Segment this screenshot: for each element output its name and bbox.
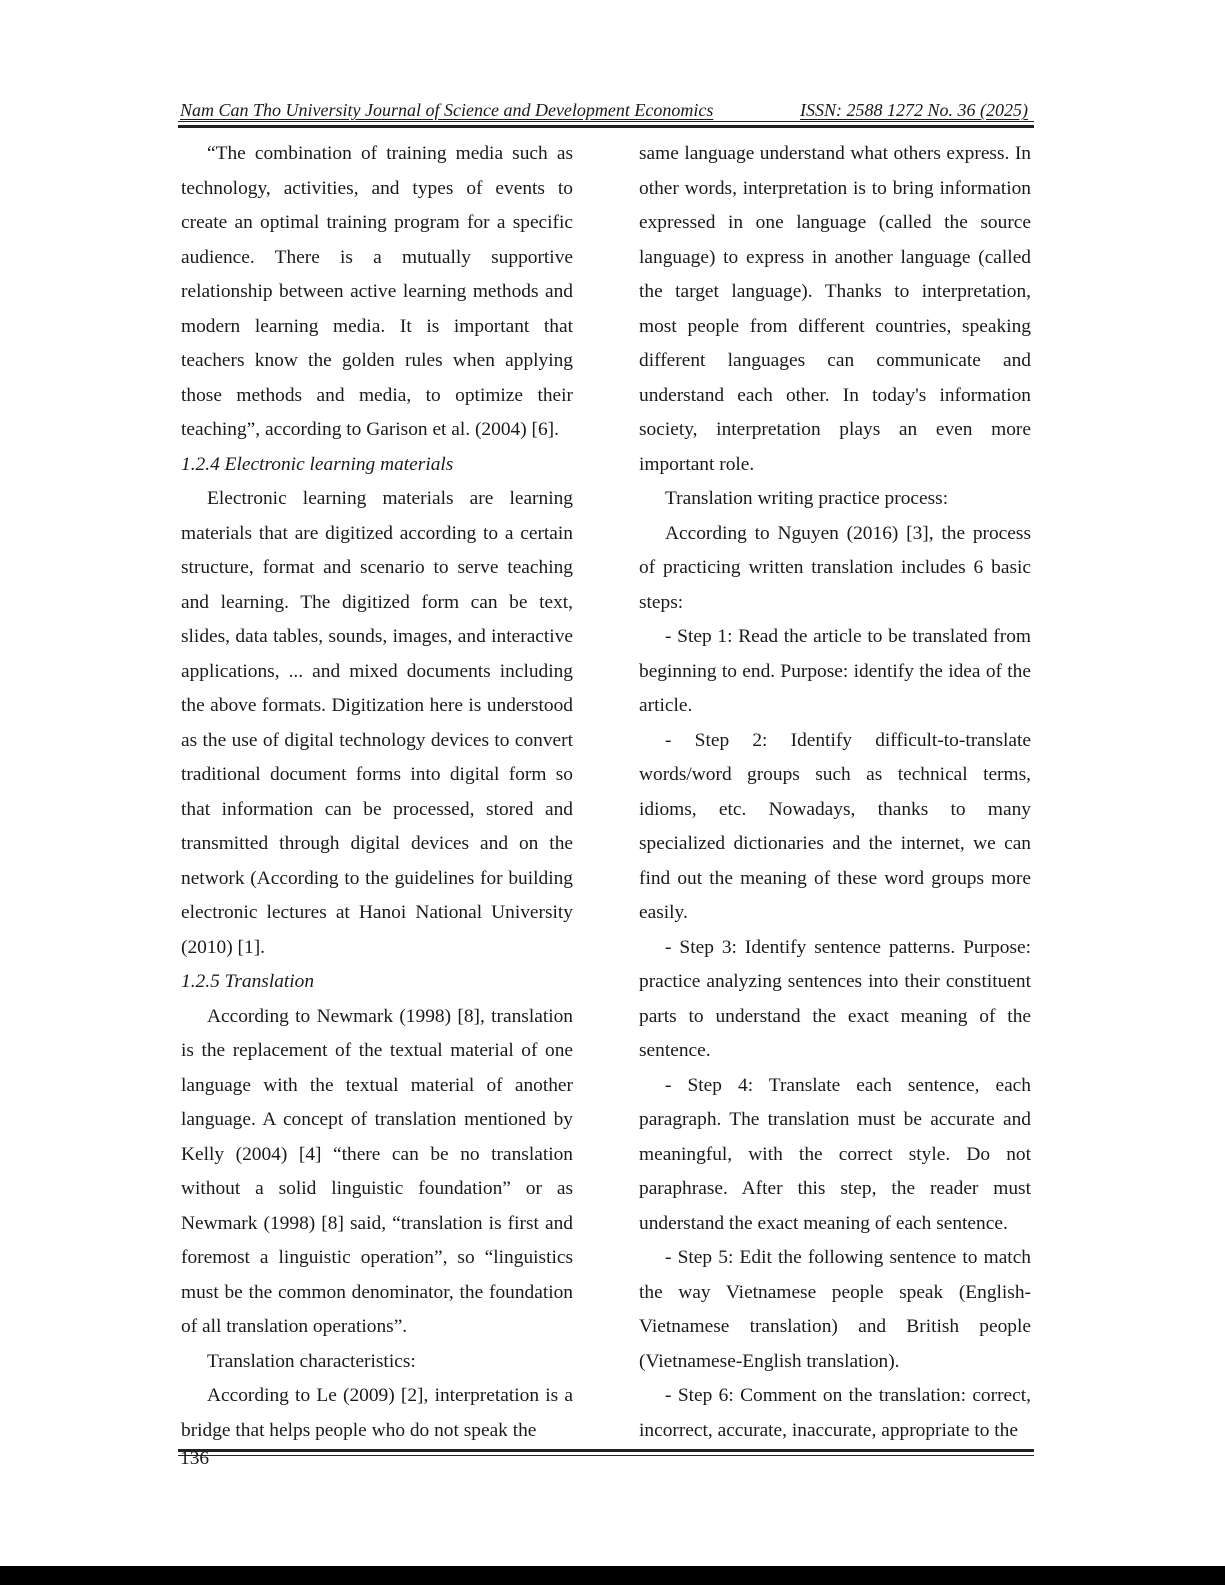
right-paragraph-continuation: same language understand what others express. In other words, interpretation is to bring information expressed in one language (called the source language) to express in another language (called the target language). Thanks to interpretation, most people from different countries, speaking different languages can communicate and understand each other. In today's information society, interpretation plays an even more important role.	[639, 143, 1031, 475]
section-heading-1-2-4: 1.2.4 Electronic learning materials	[181, 453, 454, 475]
right-paragraph-process-title: Translation writing practice process:	[665, 488, 949, 509]
header-double-rule	[178, 121, 1034, 128]
left-column	[181, 137, 573, 1448]
left-paragraph-electronic-materials: Electronic learning materials are learning materials that are digitized according to a certain structure, format and scenario to serve teaching and learning. The digitized form can be text, slides, data tables, sounds, images, and interactive applications, ... and mixed documents including the above formats. Digitization here is understood as the use of digital technology devices to convert traditional document forms into digital form so that information can be processed, stored and transmitted through digital devices and on the network (According to the guidelines for building electronic lectures at Hanoi National University (2010) [1].	[181, 488, 573, 958]
issn-issue: ISSN: 2588 1272 No. 36 (2025)	[800, 100, 1028, 120]
step-1-item: - Step 1: Read the article to be translated from beginning to end. Purpose: identify the idea of the article.	[639, 626, 1031, 716]
page-number: 136	[180, 1448, 210, 1469]
footer-double-rule	[178, 1449, 1034, 1456]
step-6-item: - Step 6: Comment on the translation: correct, incorrect, accurate, inaccurate, appropriate to the	[639, 1385, 1031, 1441]
left-paragraph-le-2009: According to Le (2009) [2], interpretation is a bridge that helps people who do not speak the	[181, 1385, 573, 1441]
step-5-item: - Step 5: Edit the following sentence to match the way Vietnamese people speak (English-Vietnamese translation) and British people (Vietnamese-English translation).	[639, 1247, 1031, 1372]
step-2-item: - Step 2: Identify difficult-to-translate words/word groups such as technical terms, idioms, etc. Nowadays, thanks to many specialized dictionaries and the internet, we can find out the meaning of these word groups more easily.	[639, 729, 1031, 923]
section-heading-1-2-5: 1.2.5 Translation	[181, 971, 315, 992]
left-paragraph-quote: “The combination of training media such as technology, activities, and types of events to create an optimal training program for a specific audience. There is a mutually supportive relationship between active learning methods and modern learning media. It is important that teachers know the golden rules when applying those methods and media, to optimize their teaching”, according to Garison et al. (2004) [6].	[181, 143, 573, 440]
right-paragraph-nguyen: According to Nguyen (2016) [3], the process of practicing written translation includes 6 basic steps:	[639, 522, 1031, 613]
right-column	[639, 137, 1031, 1448]
scan-edge-strip	[0, 1566, 1225, 1585]
step-4-item: - Step 4: Translate each sentence, each paragraph. The translation must be accurate and meaningful, with the correct style. Do not paraphrase. After this step, the reader must understand the exact meaning of each sentence.	[639, 1074, 1031, 1234]
left-paragraph-characteristics: Translation characteristics:	[207, 1350, 416, 1372]
left-paragraph-newmark: According to Newmark (1998) [8], translation is the replacement of the textual material of one language with the textual material of another language. A concept of translation mentioned by Kelly (2004) [4] “there can be no translation without a solid linguistic foundation” or as Newmark (1998) [8] said, “translation is first and foremost a linguistic operation”, so “linguistics must be the common denominator, the foundation of all translation operations”.	[181, 1005, 573, 1337]
running-header	[180, 97, 1032, 123]
step-3-item: - Step 3: Identify sentence patterns. Purpose: practice analyzing sentences into their constituent parts to understand the exact meaning of the sentence.	[639, 936, 1031, 1061]
journal-title: Nam Can Tho University Journal of Science and Development Economics	[180, 100, 714, 120]
